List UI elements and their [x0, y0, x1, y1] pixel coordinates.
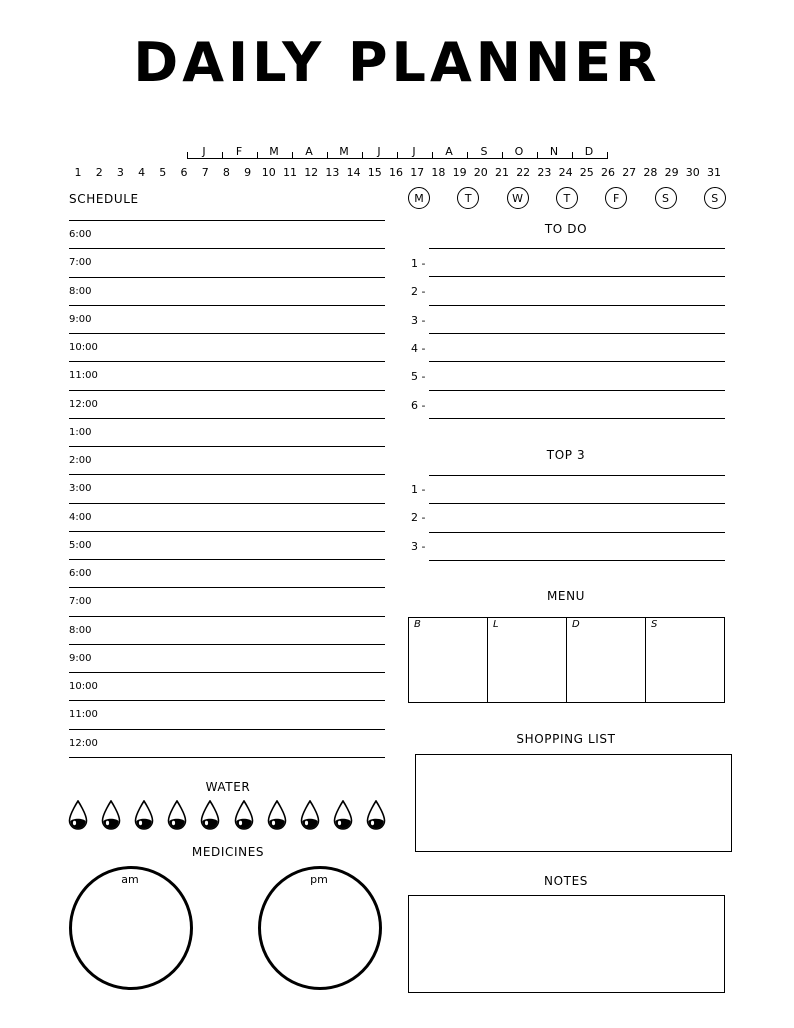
todo-line[interactable] — [429, 305, 725, 306]
water-drop-icon[interactable] — [167, 800, 187, 836]
schedule-line[interactable] — [69, 531, 385, 532]
month-tick — [187, 152, 188, 159]
menu-breakfast-cell[interactable] — [408, 617, 488, 703]
schedule-line[interactable] — [69, 672, 385, 673]
day-option[interactable]: 20 — [473, 166, 488, 179]
day-option[interactable]: 16 — [389, 166, 403, 179]
day-option[interactable]: 4 — [138, 166, 146, 179]
schedule-time: 11:00 — [69, 370, 98, 382]
menu-snack-cell[interactable] — [645, 617, 725, 703]
schedule-line[interactable] — [69, 390, 385, 391]
schedule-line[interactable] — [69, 503, 385, 504]
day-option[interactable]: 27 — [622, 166, 637, 179]
day-option[interactable]: 21 — [495, 166, 509, 179]
weekday-circle[interactable]: F — [605, 187, 627, 209]
month-tick — [362, 152, 363, 159]
schedule-time: 8:00 — [69, 624, 92, 636]
shopping-list-box[interactable] — [415, 754, 732, 852]
weekday-circle[interactable]: M — [408, 187, 430, 209]
todo-number: 6 - — [411, 398, 426, 412]
day-option[interactable]: 26 — [601, 166, 615, 179]
schedule-line[interactable] — [69, 587, 385, 588]
schedule-time: 12:00 — [69, 737, 98, 749]
menu-lunch-cell[interactable] — [487, 617, 567, 703]
month-option[interactable]: M — [339, 145, 349, 158]
top3-number: 2 - — [411, 511, 426, 525]
water-drop-icon[interactable] — [101, 800, 121, 836]
water-drop-icon[interactable] — [267, 800, 287, 836]
water-drop-icon[interactable] — [234, 800, 254, 836]
schedule-time: 9:00 — [69, 313, 92, 325]
schedule-line[interactable] — [69, 700, 385, 701]
month-tick — [502, 152, 503, 159]
todo-number: 5 - — [411, 370, 426, 384]
schedule-time: 5:00 — [69, 539, 92, 551]
month-tick — [467, 152, 468, 159]
schedule-line[interactable] — [69, 305, 385, 306]
water-drop-icon[interactable] — [68, 800, 88, 836]
day-option[interactable]: 15 — [367, 166, 382, 179]
top3-divider — [429, 475, 725, 476]
month-tick — [327, 152, 328, 159]
day-option[interactable]: 13 — [325, 166, 340, 179]
month-option[interactable]: J — [377, 145, 381, 158]
todo-line[interactable] — [429, 390, 725, 391]
schedule-time: 6:00 — [69, 568, 92, 579]
day-option[interactable]: 30 — [685, 166, 700, 179]
todo-number: 4 - — [411, 341, 426, 355]
todo-number: 3 - — [411, 313, 426, 327]
top3-number: 3 - — [411, 539, 426, 553]
top3-line[interactable] — [429, 503, 725, 504]
weekday-circle[interactable]: T — [556, 187, 578, 209]
schedule-time: 3:00 — [69, 483, 92, 495]
water-drop-icon[interactable] — [134, 800, 154, 836]
schedule-line[interactable] — [69, 559, 385, 560]
schedule-time: 8:00 — [69, 285, 92, 297]
schedule-line[interactable] — [69, 277, 385, 278]
todo-divider — [429, 248, 725, 249]
month-option[interactable]: M — [269, 145, 279, 158]
day-option[interactable]: 17 — [410, 166, 425, 179]
menu-cell-label: D — [572, 619, 580, 630]
top3-line[interactable] — [429, 560, 725, 561]
todo-line[interactable] — [429, 276, 725, 277]
menu-dinner-cell[interactable] — [566, 617, 646, 703]
page-title: DAILY PLANNER — [133, 31, 661, 94]
month-tick — [537, 152, 538, 159]
medicine-pm-label: pm — [310, 873, 328, 886]
schedule-time: 9:00 — [69, 652, 92, 664]
todo-number: 1 - — [411, 257, 426, 270]
day-option[interactable]: 19 — [452, 166, 467, 179]
shopping-list-label: SHOPPING LIST — [516, 732, 616, 746]
schedule-line[interactable] — [69, 757, 385, 758]
month-tick — [607, 152, 608, 159]
day-option[interactable]: 24 — [558, 166, 573, 179]
day-option[interactable]: 5 — [159, 166, 167, 179]
schedule-line[interactable] — [69, 248, 385, 249]
day-option[interactable]: 2 — [95, 166, 103, 179]
schedule-line[interactable] — [69, 729, 385, 730]
month-option[interactable]: N — [549, 145, 559, 158]
todo-number: 2 - — [411, 285, 426, 299]
month-option[interactable]: O — [514, 145, 524, 158]
month-option[interactable]: D — [584, 145, 594, 158]
notes-label: NOTES — [544, 874, 588, 888]
schedule-line[interactable] — [69, 616, 385, 617]
day-option[interactable]: 22 — [516, 166, 531, 179]
day-option[interactable]: 7 — [201, 166, 209, 179]
todo-line[interactable] — [429, 418, 725, 419]
day-option[interactable]: 6 — [180, 166, 188, 179]
menu-label: MENU — [546, 589, 586, 603]
weekday-circle[interactable]: T — [457, 187, 479, 209]
month-tick — [572, 152, 573, 159]
month-tick — [432, 152, 433, 159]
day-option[interactable]: 29 — [664, 166, 679, 179]
schedule-line[interactable] — [69, 333, 385, 334]
month-tick — [257, 152, 258, 159]
month-option[interactable]: A — [305, 145, 313, 158]
day-option[interactable]: 25 — [579, 166, 594, 179]
schedule-time: 2:00 — [69, 455, 92, 466]
schedule-divider — [69, 220, 385, 221]
water-drop-icon[interactable] — [300, 800, 320, 836]
schedule-time: 4:00 — [69, 511, 92, 523]
schedule-time: 10:00 — [69, 342, 98, 353]
month-option[interactable]: S — [480, 145, 488, 158]
day-option[interactable]: 14 — [346, 166, 361, 179]
schedule-time: 7:00 — [69, 257, 92, 269]
schedule-line[interactable] — [69, 418, 385, 419]
schedule-time: 7:00 — [69, 596, 92, 608]
water-drop-icon[interactable] — [366, 800, 386, 836]
month-tick — [292, 152, 293, 159]
schedule-time: 6:00 — [69, 229, 92, 240]
day-option[interactable]: 31 — [707, 166, 721, 179]
medicines-label: MEDICINES — [191, 845, 265, 859]
day-option[interactable]: 1 — [74, 166, 82, 179]
schedule-line[interactable] — [69, 446, 385, 447]
day-option[interactable]: 12 — [304, 166, 319, 179]
month-tick — [397, 152, 398, 159]
schedule-line[interactable] — [69, 474, 385, 475]
top3-number: 1 - — [411, 483, 426, 496]
top3-line[interactable] — [429, 532, 725, 533]
water-label: WATER — [205, 780, 251, 794]
day-option[interactable]: 11 — [283, 166, 297, 179]
todo-label: TO DO — [544, 222, 588, 236]
month-option[interactable]: A — [445, 145, 453, 158]
schedule-time: 11:00 — [69, 709, 98, 721]
schedule-line[interactable] — [69, 644, 385, 645]
menu-cell-label: L — [493, 619, 499, 630]
day-option[interactable]: 3 — [116, 166, 124, 179]
schedule-time: 12:00 — [69, 398, 98, 410]
todo-line[interactable] — [429, 361, 725, 362]
weekday-circle[interactable]: S — [704, 187, 726, 209]
day-option[interactable]: 8 — [222, 166, 230, 179]
day-option[interactable]: 23 — [537, 166, 552, 179]
month-tick — [222, 152, 223, 159]
schedule-line[interactable] — [69, 361, 385, 362]
weekday-circle[interactable]: W — [507, 187, 529, 209]
schedule-label: SCHEDULE — [69, 192, 139, 206]
schedule-time: 1:00 — [69, 426, 92, 438]
top3-label: TOP 3 — [546, 448, 586, 462]
day-option[interactable]: 10 — [261, 166, 276, 179]
day-option[interactable]: 28 — [643, 166, 658, 179]
todo-line[interactable] — [429, 333, 725, 334]
month-option[interactable]: J — [202, 145, 206, 158]
month-option[interactable]: J — [412, 145, 416, 158]
menu-cell-label: S — [651, 619, 658, 630]
day-option[interactable]: 9 — [244, 166, 252, 179]
month-option[interactable]: F — [235, 145, 243, 158]
water-drop-icon[interactable] — [200, 800, 220, 836]
menu-cell-label: B — [414, 619, 421, 630]
medicine-am-label: am — [121, 873, 139, 886]
water-drop-icon[interactable] — [333, 800, 353, 836]
weekday-circle[interactable]: S — [655, 187, 677, 209]
day-option[interactable]: 18 — [431, 166, 446, 179]
notes-box[interactable] — [408, 895, 725, 993]
schedule-time: 10:00 — [69, 681, 98, 692]
